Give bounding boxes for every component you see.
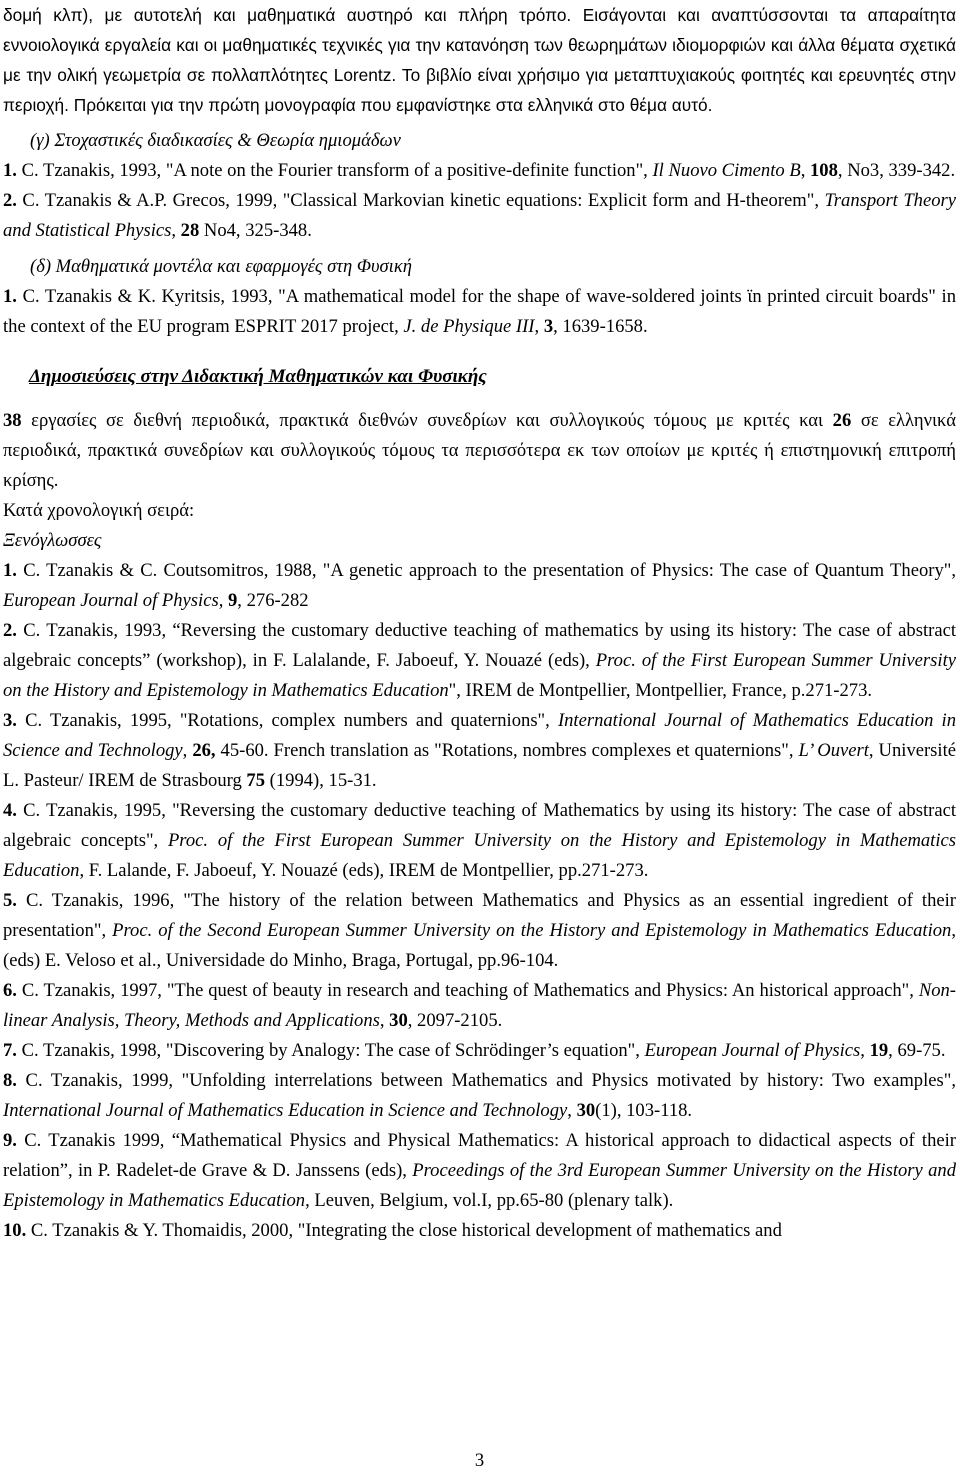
reference-item: 9. C. Tzanakis 1999, “Mathematical Physics and Physical Mathematics: A historical approach to didactical aspects of their relation”, in P. Radelet-de Grave & D. Janssens (eds), Proceedings of the 3rd European Summer University on the History and Epistemology in Mathematics Education, Leuven, Belgium, vol.I, pp.65-80 (plenary talk).	[3, 1130, 956, 1211]
section-d-title: (δ) Μαθηματικά μοντέλα και εφαρμογές στη Φυσική	[30, 256, 412, 277]
reference-item: 6. C. Tzanakis, 1997, "The quest of beauty in research and teaching of Mathematics and Physics: An historical approach", Non-linear Analysis, Theory, Methods and Applications, 30, 2097-2105.	[3, 980, 956, 1031]
foreign-label: Ξενόγλωσσες	[3, 530, 102, 551]
list-item: 1. C. Tzanakis & K. Kyritsis, 1993, "A mathematical model for the shape of wave-soldered joints ϊn printed circuit boards" in the context of the EU program ESPRIT 2017 project, J. de Physique III, 3, 1639-1658.	[3, 286, 956, 337]
list-item: 1. C. Tzanakis, 1993, "A note on the Fourier transform of a positive-definite function", Il Nuovo Cimento B, 108, No3, 339-342.	[3, 160, 956, 181]
intro-text-c: Πρόκειται για την πρώτη μονογραφία που εμφανίστηκε στα ελληνικά στο θέμα αυτό.	[68, 95, 713, 115]
intro-paragraph	[3, 0, 956, 120]
list-item: 2. C. Tzanakis & A.P. Grecos, 1999, "Classical Markovian kinetic equations: Explicit form and H-theorem", Transport Theory and Statistical Physics, 28 No4, 325-348.	[3, 190, 956, 241]
reference-item: 8. C. Tzanakis, 1999, "Unfolding interrelations between Mathematics and Physics motivated by history: Two examples", International Journal of Mathematics Education in Science and Technology, 30(1), 103-118.	[3, 1070, 956, 1121]
intro-text-b: Το βιβλίο είναι χρήσιμο για μεταπτυχιακούς φοιτητές και ερευνητές στην περιοχή.	[3, 65, 956, 115]
intro-text-a: δομή κλπ), με αυτοτελή και μαθηματικά αυστηρό και πλήρη τρόπο. Εισάγονται και αναπτύσσονται τα απαραίτητα εννοιολογικά εργαλεία και οι μαθηματικές τεχνικές για την κατανόηση των θεωρημάτων ιδιομορφιών και άλλα θέματα σχετικά με την ολική γεωμετρία σε πολλαπλότητες Lorentz.	[3, 5, 956, 85]
document-page	[3, 0, 956, 1476]
reference-item: 1. C. Tzanakis & C. Coutsomitros, 1988, "A genetic approach to the presentation of Physics: The case of Quantum Theory", European Journal of Physics, 9, 276-282	[3, 560, 956, 611]
chronological-label: Κατά χρονολογική σειρά:	[3, 500, 195, 521]
page-number: 3	[474, 1450, 485, 1471]
reference-item: 4. C. Tzanakis, 1995, "Reversing the customary deductive teaching of Mathematics by using its history: The case of abstract algebraic concepts", Proc. of the First European Summer University on the History and Epistemology in Mathematics Education, F. Lalande, F. Jaboeuf, Y. Nouazé (eds), IREM de Montpellier, pp.271-273.	[3, 800, 957, 881]
reference-item: 5. C. Tzanakis, 1996, "The history of the relation between Mathematics and Physics as an essential ingredient of their presentation", Proc. of the Second European Summer University on the History and Epistemology in Mathematics Education, (eds) E. Veloso et al., Universidade do Minho, Braga, Portugal, pp.96-104.	[3, 890, 956, 971]
didactics-heading: Δημοσιεύσεις στην Διδακτική Μαθηματικών και Φυσικής	[29, 366, 487, 387]
reference-item: 2. C. Tzanakis, 1993, “Reversing the customary deductive teaching of mathematics by using its history: The case of abstract algebraic concepts” (workshop), in F. Lalalande, F. Jaboeuf, Y. Nouazé (eds), Proc. of the First European Summer University on the History and Epistemology in Mathematics Education", IREM de Montpellier, Montpellier, France, p.271-273.	[3, 620, 956, 701]
reference-item: 7. C. Tzanakis, 1998, "Discovering by Analogy: The case of Schrödinger’s equation", European Journal of Physics, 19, 69-75.	[3, 1040, 946, 1061]
reference-item: 10. C. Tzanakis & Y. Thomaidis, 2000, "Integrating the close historical development of mathematics and	[3, 1220, 782, 1241]
reference-item: 3. C. Tzanakis, 1995, "Rotations, complex numbers and quaternions", International Journal of Mathematics Education in Science and Technology, 26, 45-60. French translation as "Rotations, nombres complexes et quaternions", L’ Ouvert, Université L. Pasteur/ IREM de Strasbourg 75 (1994), 15-31.	[3, 710, 957, 791]
section-g-title: (γ) Στοχαστικές διαδικασίες & Θεωρία ημιομάδων	[30, 130, 401, 151]
didactics-summary: 38 εργασίες σε διεθνή περιοδικά, πρακτικά διεθνών συνεδρίων και συλλογικούς τόμους με κριτές και 26 σε ελληνικά περιοδικά, πρακτικά συνεδρίων και συλλογικούς τόμους τα περισσότερα εκ των οποίων με κριτές ή επιστημονική επιτροπή κρίσης.	[3, 410, 956, 491]
